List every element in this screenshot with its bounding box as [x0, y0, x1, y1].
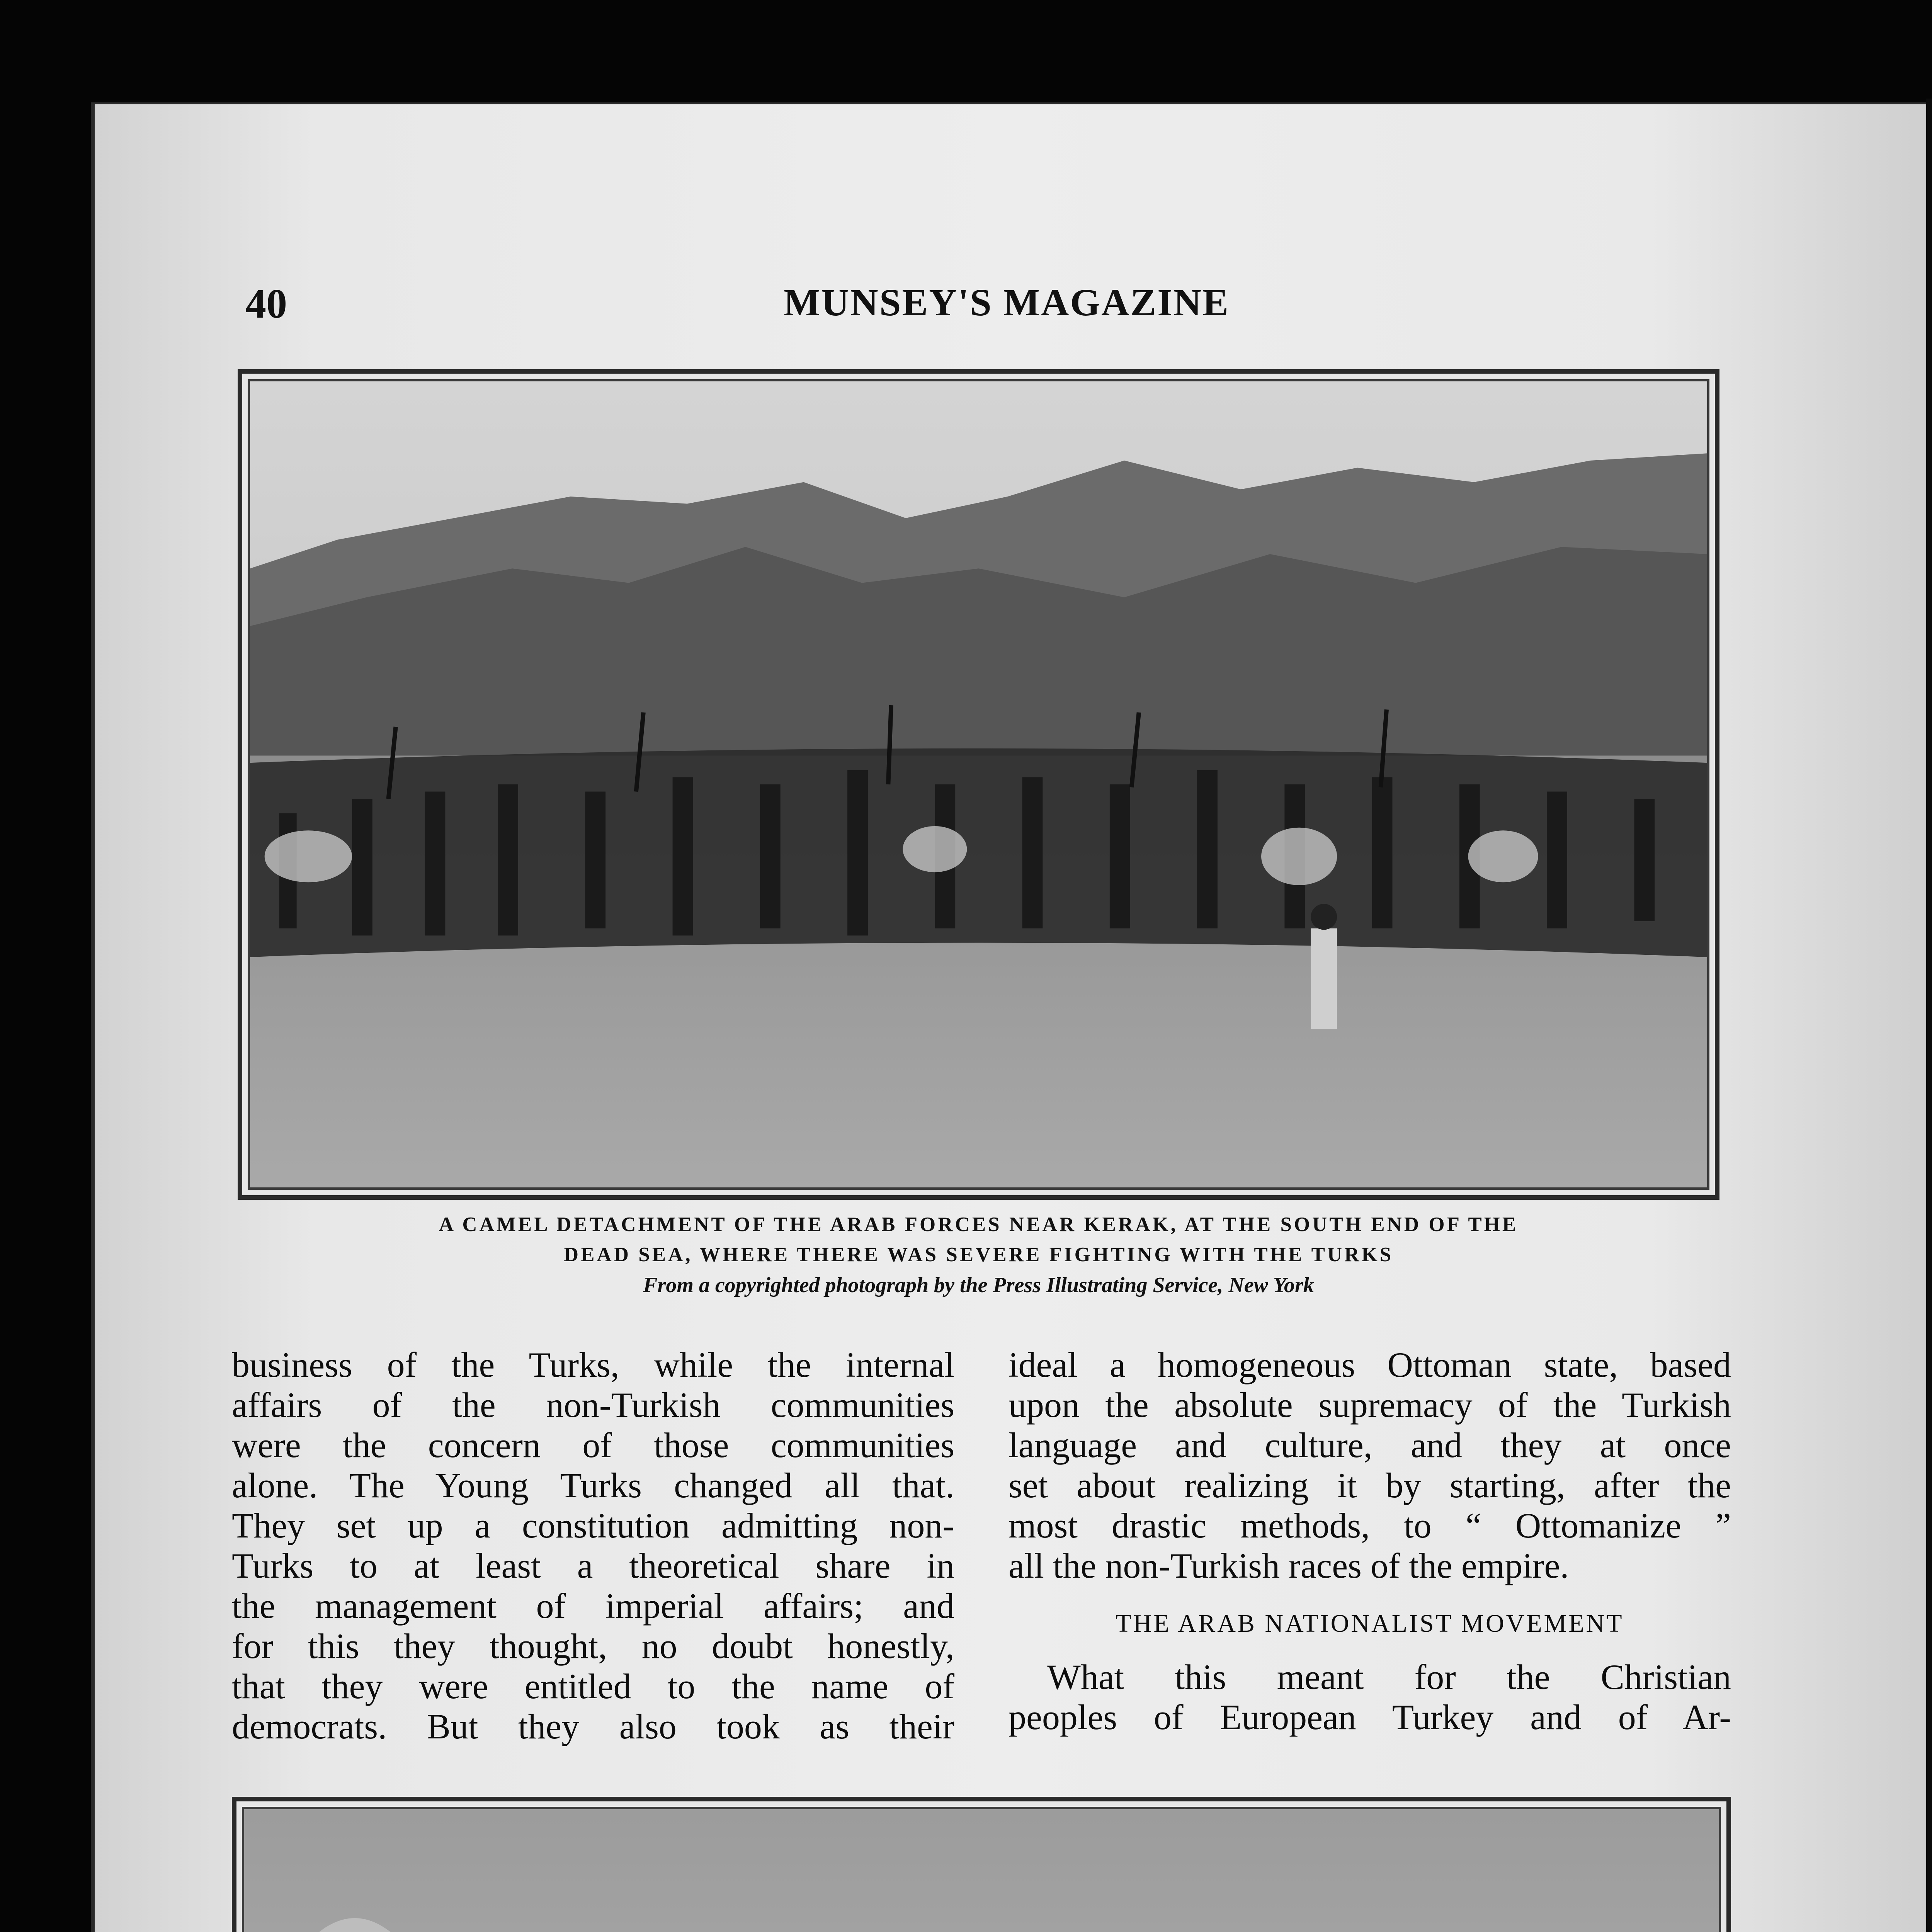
- camel-detachment-photo: [238, 369, 1719, 1200]
- body-line: set about realizing it by starting, after the: [1009, 1466, 1731, 1505]
- body-line: for this they thought, no doubt honestly,: [232, 1626, 954, 1666]
- body-line: were the concern of those communities: [232, 1425, 954, 1465]
- body-line: the management of imperial affairs; and: [232, 1586, 954, 1626]
- body-line: language and culture, and they at once: [1009, 1425, 1731, 1465]
- tomb-shrine-illustration: [244, 1809, 1719, 1932]
- photo-1-credit: From a copyrighted photograph by the Press Illustrating Service, New York: [643, 1273, 1314, 1297]
- body-line: They set up a constitution admitting non-: [232, 1506, 954, 1545]
- article-left-column: [232, 1345, 954, 1747]
- body-line: democrats. But they also took as their: [232, 1707, 954, 1746]
- photo-1-caption: [238, 1209, 1719, 1301]
- body-line: business of the Turks, while the internal: [232, 1345, 954, 1384]
- tomb-of-eve-photo: [232, 1797, 1731, 1932]
- photo-1-caption-line-2: DEAD SEA, WHERE THERE WAS SEVERE FIGHTING WITH THE TURKS: [563, 1243, 1394, 1266]
- section-subheading: THE ARAB NATIONALIST MOVEMENT: [1116, 1609, 1624, 1638]
- body-line: that they were entitled to the name of: [232, 1667, 954, 1706]
- body-line: all the non-Turkish races of the empire.: [1009, 1546, 1569, 1585]
- running-head: MUNSEY'S MAGAZINE: [784, 281, 1230, 324]
- photo-1-caption-line-1: A CAMEL DETACHMENT OF THE ARAB FORCES NEAR KERAK, AT THE SOUTH END OF THE: [439, 1213, 1519, 1236]
- body-line: Turks to at least a theoretical share in: [232, 1546, 954, 1585]
- camel-detachment-illustration: [250, 381, 1707, 1187]
- body-line: peoples of European Turkey and of Ar-: [1009, 1697, 1731, 1737]
- body-line: ideal a homogeneous Ottoman state, based: [1009, 1345, 1731, 1384]
- page-number: 40: [245, 281, 287, 327]
- body-line: most drastic methods, to “ Ottomanize ”: [1009, 1506, 1731, 1545]
- body-line: affairs of the non-Turkish communities: [232, 1385, 954, 1425]
- spine-gap: [1926, 99, 1932, 1932]
- body-line: upon the absolute supremacy of the Turkish: [1009, 1385, 1731, 1425]
- body-line: What this meant for the Christian: [1047, 1657, 1731, 1697]
- body-line: alone. The Young Turks changed all that.: [232, 1466, 954, 1505]
- article-right-column: [1009, 1345, 1731, 1737]
